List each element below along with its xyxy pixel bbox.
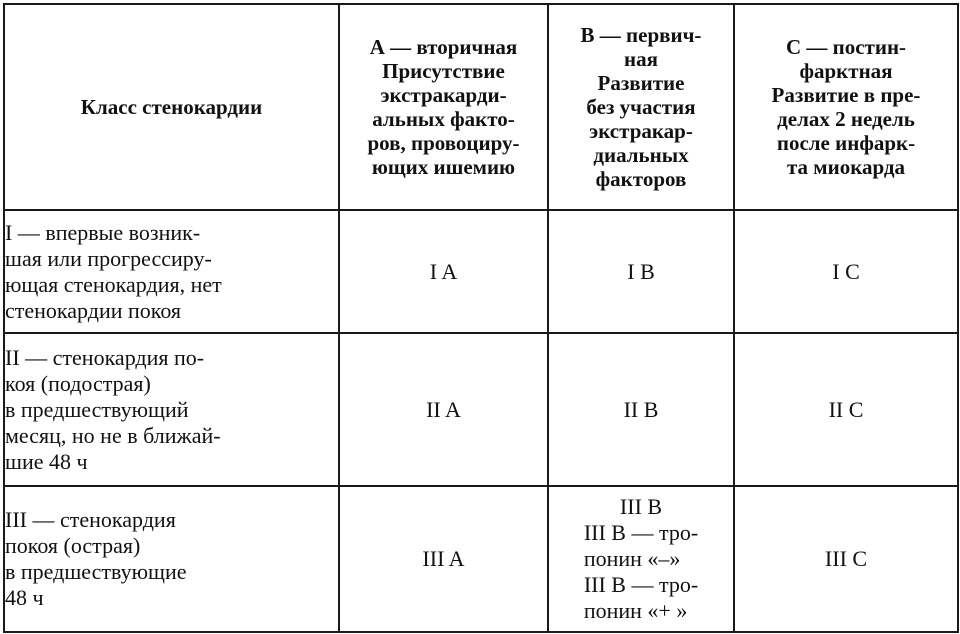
- table-row: [4, 486, 958, 632]
- header-class: [4, 4, 339, 210]
- row-label-line: 48 ч: [5, 585, 44, 610]
- header-a-line: ров, провоциру-: [367, 131, 520, 155]
- row-label-line: III — стенокардия: [5, 507, 176, 532]
- header-b-line: факторов: [595, 167, 687, 191]
- row-label-line: в предшествующие: [5, 559, 187, 584]
- row-label-line: покоя (острая): [5, 533, 141, 558]
- header-b-line: экстракар-: [589, 119, 693, 143]
- header-c-line: фарктная: [799, 59, 893, 83]
- cell-1a: [339, 210, 548, 333]
- cell-1b: [548, 210, 734, 333]
- cell-2b: [548, 333, 734, 486]
- row-label-line: в предшествующий: [5, 396, 189, 422]
- header-a-line: ющих ишемию: [371, 155, 516, 179]
- header-b-line: В — первич-: [580, 23, 702, 47]
- row-label-line: шие 48 ч: [5, 448, 88, 474]
- header-a-line: экстракарди-: [380, 83, 507, 107]
- cell-value: III B — тро-: [583, 520, 699, 545]
- cell-value: понин «+ »: [583, 598, 688, 623]
- cell-value: III B: [619, 494, 663, 519]
- header-c-line: С — постин-: [785, 35, 907, 59]
- angina-classification-table: [3, 3, 959, 633]
- header-b-line: без участия: [586, 95, 696, 119]
- cell-3c: [734, 486, 958, 632]
- row-label-line: шая или прогрессиру-: [5, 245, 212, 271]
- header-row: [4, 4, 958, 210]
- row-label-class-2: [4, 333, 339, 486]
- row-label-class-3: [4, 486, 339, 632]
- cell-2c: [734, 333, 958, 486]
- row-label-line: ющая стенокардия, нет: [5, 271, 222, 297]
- header-b-line: Развитие: [597, 71, 685, 95]
- cell-value: понин «–»: [583, 546, 681, 571]
- header-c-line: Развитие в пре-: [771, 83, 921, 107]
- cell-1c: [734, 210, 958, 333]
- cell-2a: [339, 333, 548, 486]
- header-a-line: Присутствие: [382, 59, 505, 83]
- header-c-line: делах 2 недель: [777, 107, 915, 131]
- row-label-line: месяц, но не в ближай-: [5, 422, 221, 448]
- header-a-line: А — вторичная: [369, 35, 518, 59]
- row-label-class-1: [4, 210, 339, 333]
- cell-value: II A: [426, 396, 461, 422]
- cell-value: II B: [623, 396, 659, 422]
- cell-value: I B: [627, 258, 655, 284]
- header-b-line: диальных: [593, 143, 689, 167]
- header-c-line: та миокарда: [786, 155, 906, 179]
- cell-value: III A: [422, 546, 465, 571]
- cell-value: I A: [429, 258, 458, 284]
- cell-value: II C: [828, 396, 864, 422]
- row-label-line: I — впервые возник-: [5, 219, 201, 245]
- cell-value: I C: [832, 258, 860, 284]
- row-label-line: II — стенокардия по-: [5, 344, 205, 370]
- cell-value: III C: [824, 546, 868, 571]
- table-row: [4, 333, 958, 486]
- cell-3b: [548, 486, 734, 632]
- header-col-a: [339, 4, 548, 210]
- cell-3a: [339, 486, 548, 632]
- table-row: [4, 210, 958, 333]
- header-col-b: [548, 4, 734, 210]
- header-b-line: ная: [624, 47, 658, 71]
- row-label-line: стенокардии покоя: [5, 297, 182, 323]
- cell-3b-stack: [584, 494, 698, 624]
- header-c-line: после инфарк-: [776, 131, 916, 155]
- cell-value: III B — тро-: [583, 572, 699, 597]
- header-class-label: Класс стенокардии: [80, 95, 263, 119]
- row-label-line: коя (подострая): [5, 370, 151, 396]
- header-a-line: альных факто-: [372, 107, 515, 131]
- header-col-c: [734, 4, 958, 210]
